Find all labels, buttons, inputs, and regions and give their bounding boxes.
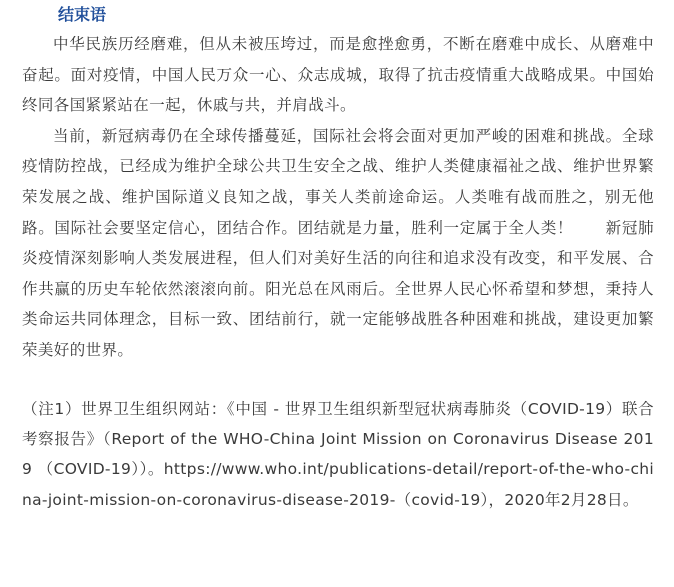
footnote: （注1）世界卫生组织网站：《中国 - 世界卫生组织新型冠状病毒肺炎（COVID-19）联合考察报告》（Report of the WHO-China Joint Mission on Coronavirus Disease 2019 （COVID-19））。https://www.who.int/publications-detail/report-of-the-who-china-joint-mission-on-coronavirus-disease-2019-（covid-19），2020年2月28日。: [22, 399, 654, 509]
spacer: [22, 366, 654, 394]
paragraph-2: 当前，新冠病毒仍在全球传播蔓延，国际社会将会面对更加严峻的困难和挑战。全球疫情防控战，已经成为维护全球公共卫生安全之战、维护人类健康福祉之战、维护世界繁荣发展之战、维护国际道义良知之战，事关人类前途命运。人类唯有战而胜之，别无他路。国际社会要坚定信心，团结合作。团结就是力量，胜利一定属于全人类！ 新冠肺炎疫情深刻影响人类发展进程，但人们对美好生活的向往和追求没有改变，和平发展、合作共赢的历史车轮依然滚滚向前。阳光总在风雨后。全世界人民心怀希望和梦想，秉持人类命运共同体理念，目标一致、团结前行，就一定能够战胜各种困难和挑战，建设更加繁荣美好的世界。: [22, 126, 654, 359]
paragraph-1: 中华民族历经磨难，但从未被压垮过，而是愈挫愈勇，不断在磨难中成长、从磨难中奋起。面对疫情，中国人民万众一心、众志成城，取得了抗击疫情重大战略成果。中国始终同各国紧紧站在一起，休戚与共，并肩战斗。: [22, 35, 654, 115]
section-heading: 结束语: [58, 5, 107, 24]
